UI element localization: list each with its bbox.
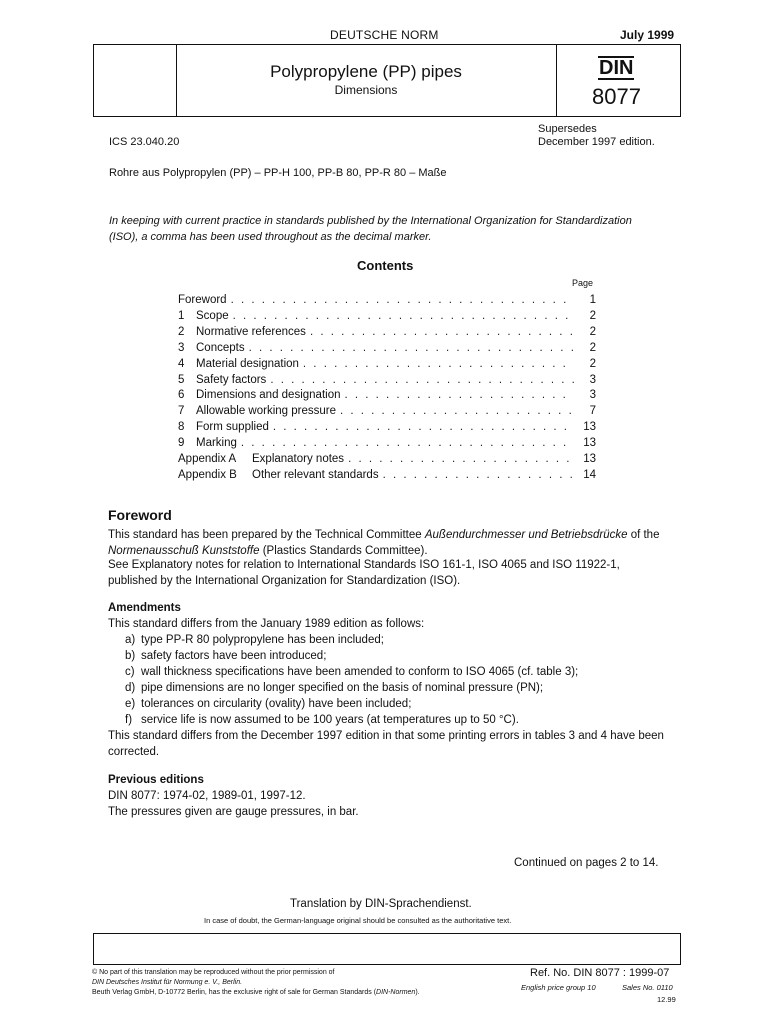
toc-leader-dots [273,419,574,435]
toc-entry-number: Appendix B [178,468,237,481]
toc-leader-dots [310,324,574,340]
toc-entry [178,435,596,451]
toc-entry-page: 14 [583,468,596,481]
toc-entry-title: Concepts [196,341,245,354]
amendments-heading: Amendments [108,602,181,614]
issue-date: July 1999 [620,28,675,42]
amendment-item [125,680,543,696]
toc-leader-dots [344,387,574,403]
toc-entry-title: Scope [196,309,229,322]
foreword-p1-a: This standard has been prepared by the Technical Committee [108,529,425,541]
din-number: 8077 [592,84,641,109]
sales-number: Sales No. 0110 [622,983,673,992]
copyright-line-2: DIN Deutsches Institut für Normung e. V., Berlin. [92,979,243,986]
toc-entry [178,324,596,340]
toc-entry-page: 13 [583,453,596,465]
toc-leader-dots [249,340,574,356]
toc-entry-number: 8 [178,421,185,434]
copyright-line-3-c: ). [415,989,420,996]
toc-leader-dots [383,467,574,483]
foreword-p1-committee: Außendurchmesser und Betriebsdrücke [424,529,628,541]
toc-entry [178,292,596,308]
toc-entry-title: Marking [196,437,237,450]
foreword-heading: Foreword [108,507,172,523]
previous-editions-list: DIN 8077: 1974-02, 1989-01, 1997-12. [108,790,306,802]
toc-entry-page: 13 [583,421,596,434]
toc-entry-number: 3 [178,341,185,354]
german-title: Rohre aus Polypropylen (PP) – PP-H 100, PP-B 80, PP-R 80 – Maße [109,167,447,179]
amendment-text: wall thickness specifications have been amended to conform to ISO 4065 (cf. table 3); [141,666,579,678]
toc-entry-title: Dimensions and designation [196,389,341,402]
amendment-letter: e) [125,698,136,710]
toc-entry-number: 6 [178,389,185,402]
toc-entry-title: Material designation [196,357,299,370]
amendment-item [125,648,326,664]
toc-leader-dots [303,356,574,372]
supersedes-value: December 1997 edition. [538,136,655,148]
toc-entry-page: 2 [589,357,596,370]
bottom-box [93,933,681,965]
toc-entry-page: 2 [589,341,596,354]
toc-entry [178,403,596,419]
toc-entry-title: Form supplied [196,421,269,434]
toc-entry-page: 7 [589,405,596,418]
contents-heading: Contents [357,258,414,273]
toc-entry-number: 5 [178,373,185,386]
amendment-item [125,712,519,728]
decimal-marker-note: In keeping with current practice in standards published by the International Organization for Standardization (ISO), a comma has been used throughout as the decimal marker. [109,215,632,243]
copyright-line-3 [92,989,420,996]
toc-leader-dots [233,308,574,324]
toc-entry [178,467,596,483]
price-group: English price group 10 [521,983,596,992]
toc-entry-page: 2 [589,325,596,338]
amendment-letter: c) [125,666,135,678]
toc-leader-dots [270,372,574,388]
amendment-item [125,696,411,712]
foreword-p1-e: (Plastics Standards Committee). [259,544,428,557]
foreword-paragraph-1 [108,528,664,559]
pressure-note: The pressures given are gauge pressures, in bar. [108,806,359,818]
toc-entry-page: 3 [589,389,596,402]
toc-entry-page: 3 [589,373,596,386]
amendments-intro: This standard differs from the January 1989 edition as follows: [108,618,425,630]
norm-label: DEUTSCHE NORM [330,28,439,42]
din-logo-text: DIN [599,57,634,79]
toc-entry-title: Normative references [196,325,306,338]
toc-entry [178,356,596,372]
foreword-p1-c: of the [627,529,660,541]
toc-entry-title: Allowable working pressure [196,405,336,418]
toc-entry [178,308,596,324]
translation-credit: Translation by DIN-Sprachendienst. [290,898,472,910]
toc-entry [178,387,596,403]
reference-number: Ref. No. DIN 8077 : 1999-07 [530,967,670,979]
amendment-item [125,632,384,648]
toc-entry-title: Safety factors [196,373,267,386]
amendment-letter: a) [125,634,136,646]
toc-leader-dots [340,403,574,419]
continued-note: Continued on pages 2 to 14. [514,857,659,869]
copyright-line-1: © No part of this translation may be reproduced without the prior permission of [92,969,335,976]
supersedes-label: Supersedes [538,123,597,135]
amendment-text: type PP-R 80 polypropylene has been included; [141,634,384,646]
title-box-divider-right [556,44,557,117]
amendment-text: service life is now assumed to be 100 years (at temperatures up to 50 °C). [141,714,519,726]
amendment-text: tolerances on circularity (ovality) have been included; [141,698,412,710]
toc-entry [178,372,596,388]
amendment-text: safety factors have been introduced; [141,650,327,662]
toc-entry-title: Foreword [178,294,227,306]
toc-entry-number: 2 [178,325,185,338]
amendment-letter: b) [125,650,136,662]
toc-entry-title: Explanatory notes [252,453,345,465]
amendment-item [125,664,578,680]
document-title: Polypropylene (PP) pipes [270,62,462,81]
previous-editions-heading: Previous editions [108,774,204,786]
foreword-p1-normenausschuss: Normenausschuß Kunststoffe [108,544,260,557]
toc-entry [178,419,596,435]
toc-entry-number: 4 [178,357,185,370]
amendment-letter: f) [125,714,133,726]
toc-entry-number: Appendix A [178,453,237,465]
toc-entry-number: 9 [178,437,185,450]
ics-code: ICS 23.040.20 [109,136,180,148]
toc-entry-number: 7 [178,405,185,418]
amendments-outro: This standard differs from the December 1997 edition in that some printing errors in tables 3 and 4 have been corrected. [108,730,664,758]
amendment-letter: d) [125,682,136,694]
toc-entry-number: 1 [178,309,185,322]
foreword-paragraph-2: See Explanatory notes for relation to International Standards ISO 161-1, ISO 4065 and ISO 11922-1, published by the International Organization for Standardization (ISO). [108,559,620,587]
toc-entry-page: 1 [589,294,596,306]
toc-leader-dots [348,451,574,467]
din-logo [598,56,634,80]
copyright-line-3-a: Beuth Verlag GmbH, D-10772 Berlin, has the exclusive right of sale for German Standards ( [92,989,377,996]
toc-entry-title: Other relevant standards [252,468,379,481]
toc-leader-dots [241,435,574,451]
amendment-text: pipe dimensions are no longer specified on the basis of nominal pressure (PN); [141,682,544,694]
print-code: 12.99 [657,995,676,1004]
contents-page-label: Page [572,278,594,288]
translation-disclaimer: In case of doubt, the German-language original should be consulted as the authoritative text. [204,916,512,925]
toc-entry [178,340,596,356]
toc-entry-page: 13 [583,437,596,450]
toc-leader-dots [231,292,574,308]
copyright-din-normen: DIN-Normen [376,989,416,996]
document-subtitle: Dimensions [334,83,398,97]
toc-entry-page: 2 [589,309,596,322]
toc-entry [178,451,596,467]
